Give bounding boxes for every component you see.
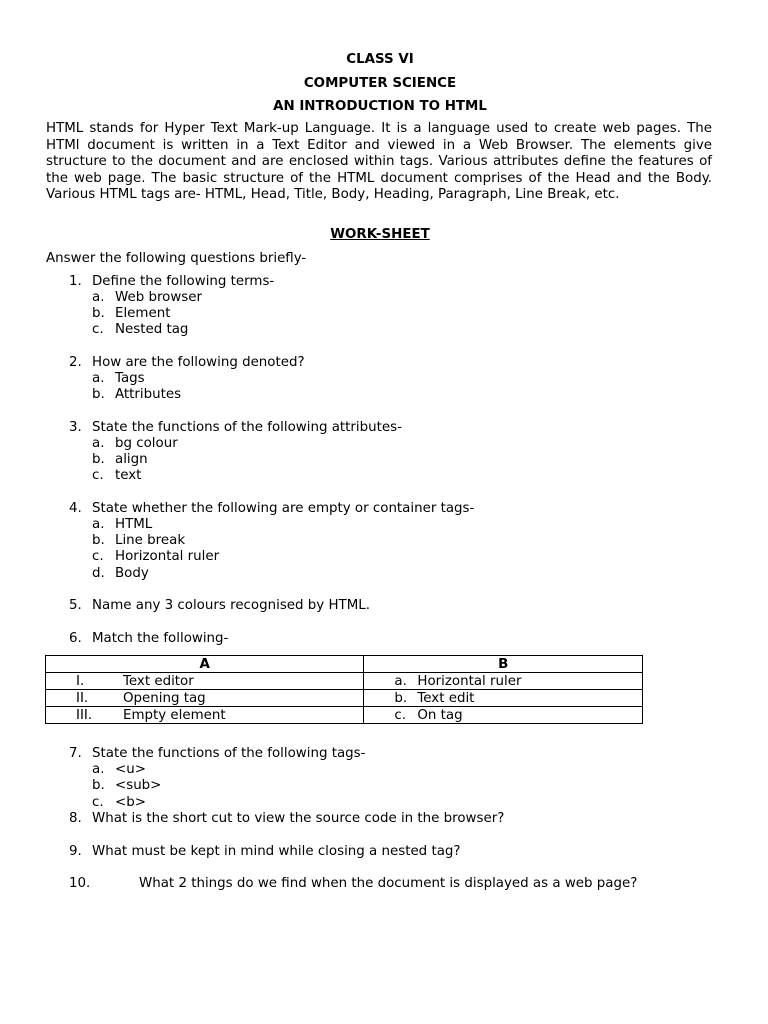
question-1-option: a. Web browser bbox=[92, 290, 203, 305]
question-4-option: c. Horizontal ruler bbox=[92, 549, 220, 564]
table-row bbox=[46, 690, 643, 707]
question-7-option: c. <b> bbox=[92, 795, 146, 810]
question-2-option: b. Attributes bbox=[92, 387, 182, 402]
column-b-header: B bbox=[364, 656, 643, 673]
question-2-option: a. Tags bbox=[92, 371, 145, 386]
instructions: Answer the following questions briefly- bbox=[46, 251, 307, 266]
question-3: 3. State the functions of the following attributes- bbox=[69, 420, 402, 435]
question-7-option: a. <u> bbox=[92, 762, 146, 777]
question-3-option: a. bg colour bbox=[92, 436, 178, 451]
question-1-option: b. Element bbox=[92, 306, 171, 321]
column-b-cell: a. Horizontal ruler bbox=[364, 673, 643, 690]
question-6: 6. Match the following- bbox=[69, 631, 229, 646]
match-table-header bbox=[46, 656, 643, 673]
question-9: 9. What must be kept in mind while closing a nested tag? bbox=[69, 844, 461, 859]
column-a-cell: III. Empty element bbox=[46, 707, 364, 724]
question-10: 10. What 2 things do we find when the document is displayed as a web page? bbox=[69, 876, 638, 891]
question-4-option: b. Line break bbox=[92, 533, 186, 548]
match-table bbox=[45, 655, 643, 724]
question-7-option: b. <sub> bbox=[92, 778, 162, 793]
column-a-header: A bbox=[46, 656, 364, 673]
worksheet-title: WORK-SHEET bbox=[330, 227, 430, 242]
question-1-option: c. Nested tag bbox=[92, 322, 189, 337]
table-row bbox=[46, 707, 643, 724]
table-row bbox=[46, 673, 643, 690]
question-1: 1. Define the following terms- bbox=[69, 274, 275, 289]
subject-heading: COMPUTER SCIENCE bbox=[303, 76, 457, 91]
question-5: 5. Name any 3 colours recognised by HTML. bbox=[69, 598, 370, 613]
column-b-cell: c. On tag bbox=[364, 707, 643, 724]
intro-paragraph: HTML stands for Hyper Text Mark-up Language. It is a language used to create web pages. The HTMl document is written in a Text Editor and viewed in a Web Browser. The elements give structure to the document and are enclosed within tags. Various attributes define the features of the web page. The basic structure of the HTML document comprises of the Head and the Body. Various HTML tags are- HTML, Head, Title, Body, Heading, Paragraph, Line Break, etc. bbox=[46, 121, 712, 202]
column-b-cell: b. Text edit bbox=[364, 690, 643, 707]
class-heading: CLASS VI bbox=[346, 52, 414, 67]
question-7: 7. State the functions of the following tags- bbox=[69, 746, 366, 761]
column-a-cell: II. Opening tag bbox=[46, 690, 364, 707]
topic-heading: AN INTRODUCTION TO HTML bbox=[273, 99, 487, 114]
question-3-option: c. text bbox=[92, 468, 142, 483]
question-4: 4. State whether the following are empty or container tags- bbox=[69, 501, 475, 516]
question-3-option: b. align bbox=[92, 452, 148, 467]
question-4-option: d. Body bbox=[92, 566, 149, 581]
question-8: 8. What is the short cut to view the source code in the browser? bbox=[69, 811, 505, 826]
question-2: 2. How are the following denoted? bbox=[69, 355, 305, 370]
column-a-cell: I. Text editor bbox=[46, 673, 364, 690]
question-4-option: a. HTML bbox=[92, 517, 153, 532]
